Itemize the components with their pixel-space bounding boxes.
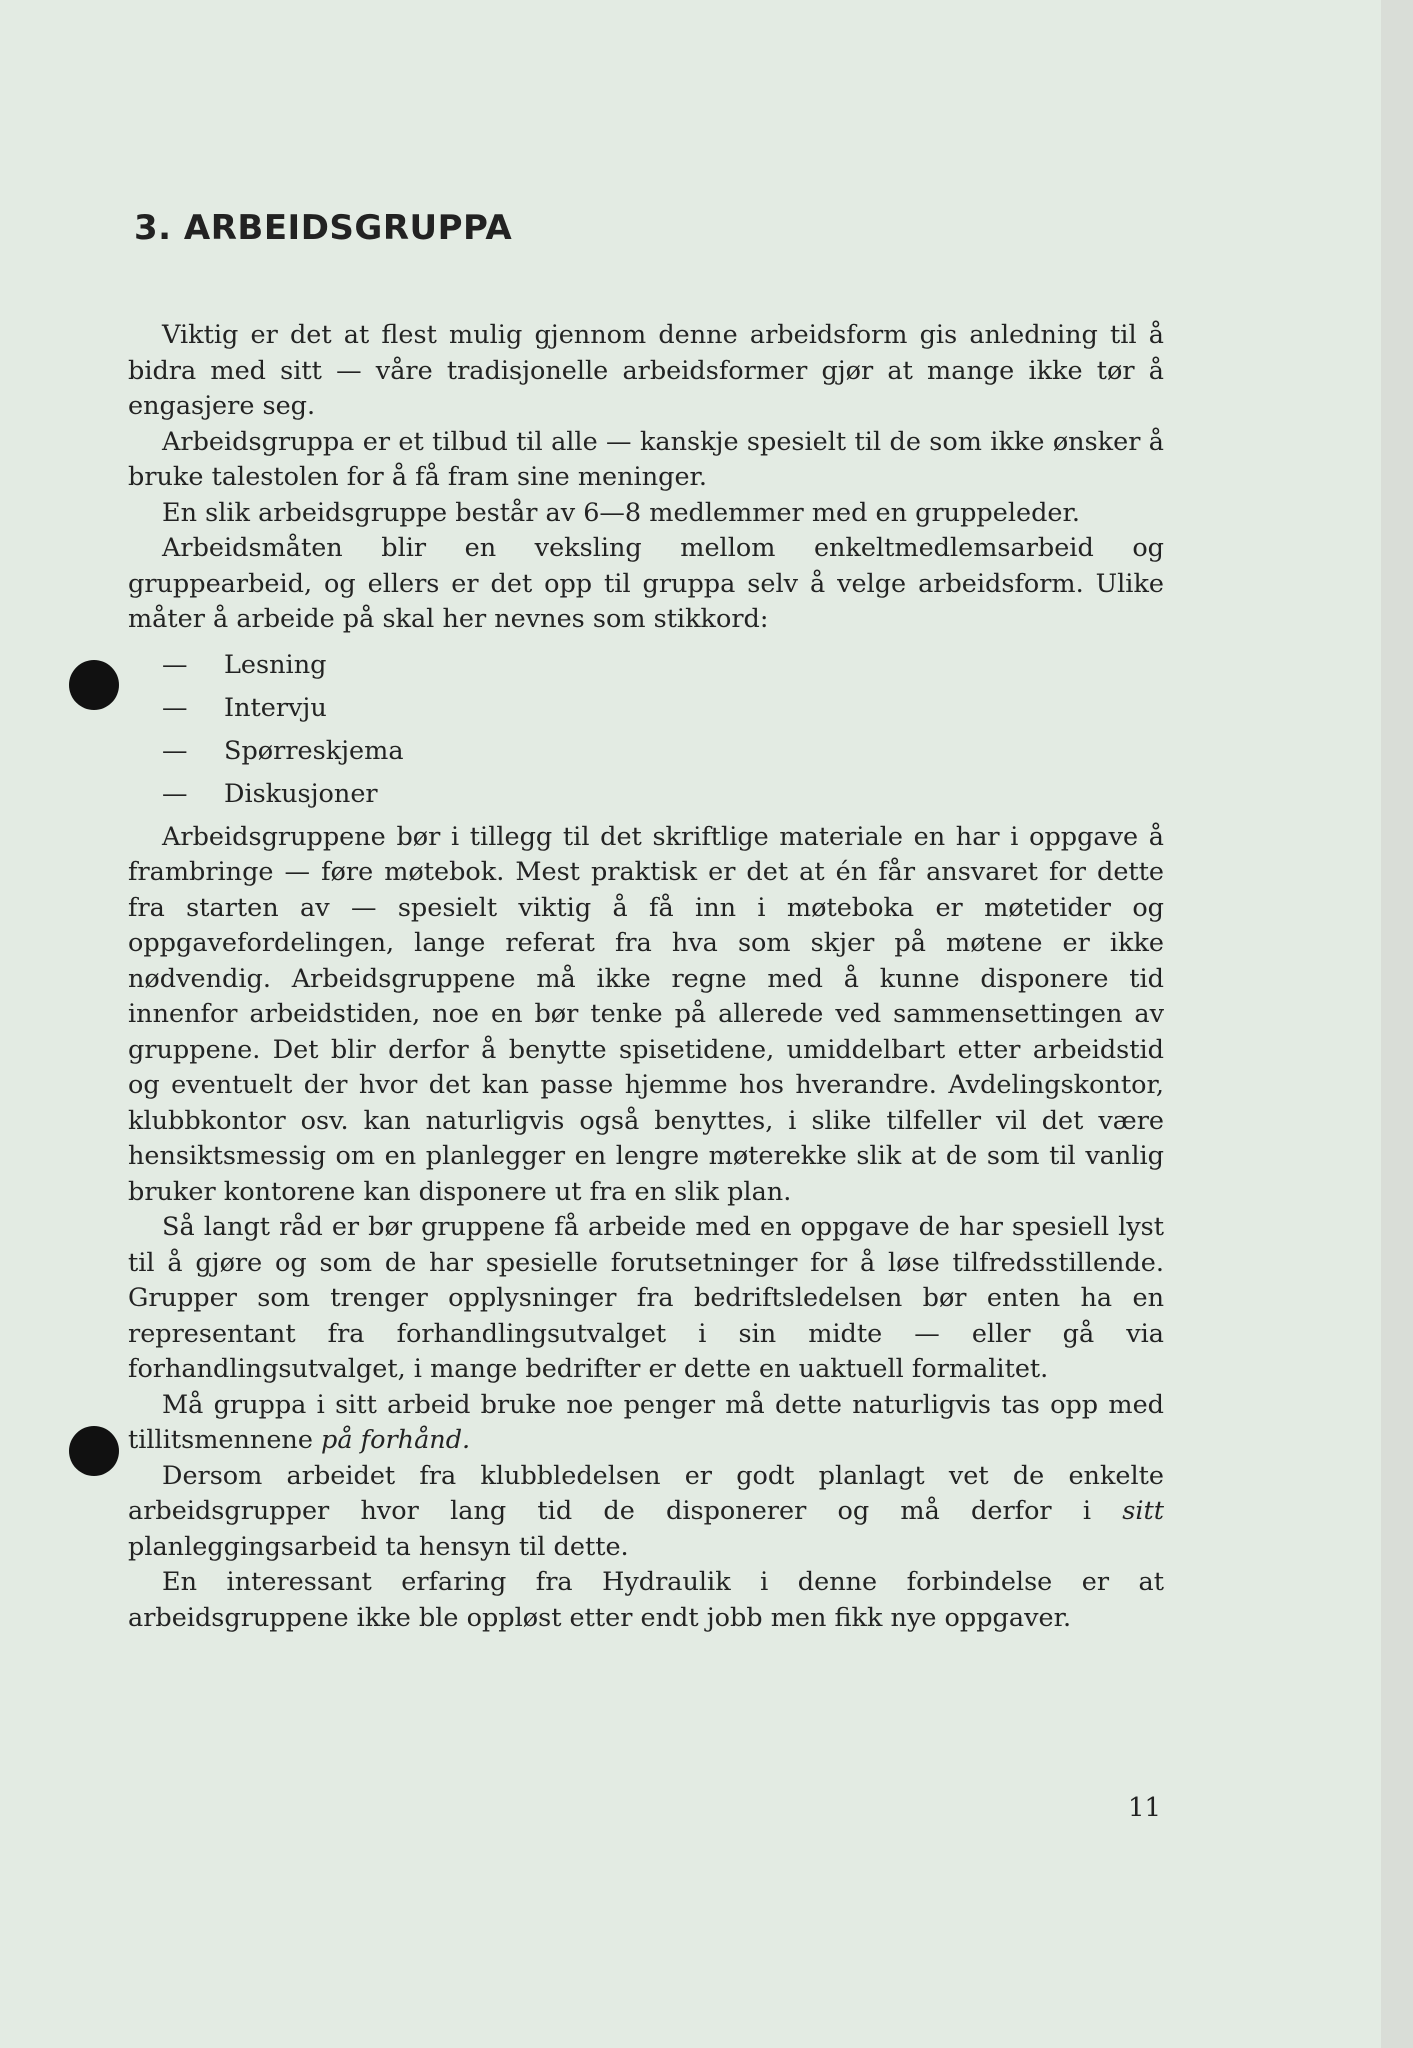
paragraph-text: Dersom arbeidet fra klubbledelsen er godt planlagt vet de enkelte arbeidsgrupper hvor lang tid de disponerer og må derfor i [128, 1460, 1164, 1526]
emphasis-text: sitt [1122, 1496, 1164, 1526]
list-dash: — [162, 778, 188, 809]
list-item-label: Spørreskjema [224, 735, 404, 766]
list-item-label: Diskusjoner [224, 778, 378, 809]
list-item [128, 773, 1164, 816]
paragraph: Så langt råd er bør gruppene få arbeide med en oppgave de har spesiell lyst til å gjøre og som de har spesielle forutsetninger for å løse tilfredsstillende. Grupper som trenger opplysninger fra bedriftsledelsen bør enten ha en representant fra forhandlingsutvalget i sin midte — eller gå via forhandlingsutvalget, i mange bedrifter er dette en uaktuell formalitet. [128, 1212, 1164, 1384]
list-dash: — [162, 735, 188, 766]
list-item-label: Intervju [224, 692, 327, 723]
emphasis-text: på forhånd. [321, 1425, 471, 1455]
list-item-label: Lesning [224, 649, 327, 680]
body-text [128, 318, 1164, 1636]
paragraph: En interessant erfaring fra Hydraulik i denne forbindelse er at arbeidsgruppene ikke ble oppløst etter endt jobb men fikk nye oppgaver. [128, 1567, 1164, 1633]
list-item [128, 730, 1164, 773]
list-dash: — [162, 649, 188, 680]
page-number: 11 [1128, 1793, 1162, 1823]
list-item [128, 687, 1164, 730]
method-list [128, 644, 1164, 816]
section-heading: 3. ARBEIDSGRUPPA [134, 208, 513, 248]
paragraph-text: planleggingsarbeid ta hensyn til dette. [128, 1531, 629, 1562]
paragraph: Arbeidsgruppene bør i tillegg til det skriftlige materiale en har i oppgave å frambringe — føre møtebok. Mest praktisk er det at én får ansvaret for dette fra starten av — spesielt viktig å få inn i møteboka er møtetider og oppgavefordelingen, lange referat fra hva som skjer på møtene er ikke nødvendig. Arbeidsgruppene må ikke regne med å kunne disponere tid innenfor arbeidstiden, noe en bør tenke på allerede ved sammensettingen av gruppene. Det blir derfor å benytte spisetidene, umiddelbart etter arbeidstid og eventuelt der hvor det kan passe hjemme hos hverandre. Avdelingskontor, klubbkontor osv. kan naturligvis også benyttes, i slike tilfeller vil det være hensiktsmessig om en planlegger en lengre møterekke slik at de som til vanlig bruker kontorene kan disponere ut fra en slik plan. [128, 821, 1164, 1207]
list-item [128, 644, 1164, 687]
list-dash: — [162, 692, 188, 723]
paragraph: Arbeidsgruppa er et tilbud til alle — kanskje spesielt til de som ikke ønsker å bruke talestolen for å få fram sine meninger. [128, 426, 1164, 492]
paragraph: Arbeidsmåten blir en veksling mellom enkeltmedlemsarbeid og gruppearbeid, og ellers er det opp til gruppa selv å velge arbeidsform. Ulike måter å arbeide på skal her nevnes som stikkord: [128, 533, 1164, 634]
punch-hole [69, 660, 119, 710]
paragraph-text: Må gruppa i sitt arbeid bruke noe penger må dette naturligvis tas opp med tillitsmennene [128, 1389, 1164, 1455]
page-edge [1381, 0, 1413, 2048]
paragraph [128, 1459, 1164, 1566]
paragraph: Viktig er det at flest mulig gjennom denne arbeidsform gis anledning til å bidra med sitt — våre tradisjonelle arbeidsformer gjør at mange ikke tør å engasjere seg. [128, 320, 1164, 421]
paragraph [128, 1388, 1164, 1459]
paragraph: En slik arbeidsgruppe består av 6—8 medlemmer med en gruppeleder. [162, 497, 1080, 528]
punch-hole [69, 1426, 119, 1476]
